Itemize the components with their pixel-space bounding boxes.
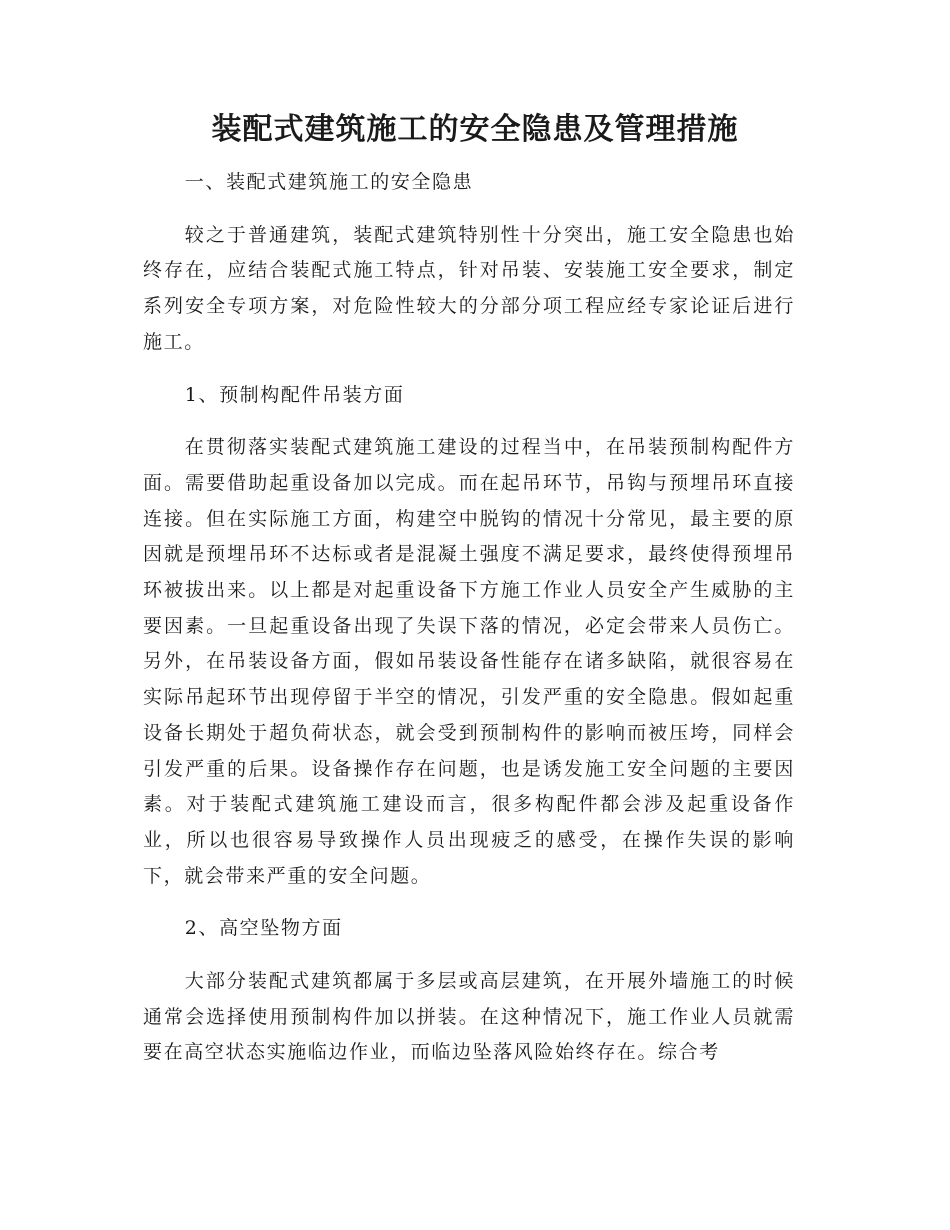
- document-title: 装配式建筑施工的安全隐患及管理措施: [211, 112, 739, 147]
- paragraph-gap: [143, 201, 795, 218]
- paragraph-gap: [143, 361, 795, 378]
- intro-paragraph: 较之于普通建筑，装配式建筑特别性十分突出，施工安全隐患也始终存在，应结合装配式施工特点，针对吊装、安装施工安全要求，制定系列安全专项方案，对危险性较大的分部分项工程应经专家论证后进行施工。: [143, 223, 795, 353]
- subsection-heading-falling-objects: 2、高空坠物方面: [184, 917, 343, 940]
- lifting-paragraph: 在贯彻落实装配式建筑施工建设的过程当中，在吊装预制构配件方面。需要借助起重设备加以完成。而在起吊环节，吊钩与预埋吊环直接连接。但在实际施工方面，构建空中脱钩的情况十分常见，最主要的原因就是预埋吊环不达标或者是混凝土强度不满足要求，最终使得预埋吊环被拔出来。以上都是对起重设备下方施工作业人员安全产生威胁的主要因素。一旦起重设备出现了失误下落的情况，必定会带来人员伤亡。另外，在吊装设备方面，假如吊装设备性能存在诸多缺陷，就很容易在实际吊起环节出现停留于半空的情况，引发严重的安全隐患。假如起重设备长期处于超负荷状态，就会受到预制构件的影响而被压垮，同样会引发严重的后果。设备操作存在问题，也是诱发施工安全问题的主要因素。对于装配式建筑施工建设而言，很多构配件都会涉及起重设备作业，所以也很容易导致操作人员出现疲乏的感受，在操作失误的影响下，就会带来严重的安全问题。: [143, 436, 795, 887]
- section-heading: 一、装配式建筑施工的安全隐患: [184, 171, 474, 193]
- paragraph-gap: [143, 894, 795, 911]
- document-body: [143, 165, 795, 1071]
- falling-objects-paragraph: 大部分装配式建筑都属于多层或高层建筑，在开展外墙施工的时候通常会选择使用预制构件加以拼装。在这种情况下，施工作业人员就需要在高空状态实施临边作业，而临边坠落风险始终存在。综合考: [143, 970, 795, 1064]
- paragraph-gap: [143, 947, 795, 964]
- subsection-heading-lifting: 1、预制构配件吊装方面: [184, 383, 405, 406]
- paragraph-gap: [143, 413, 795, 430]
